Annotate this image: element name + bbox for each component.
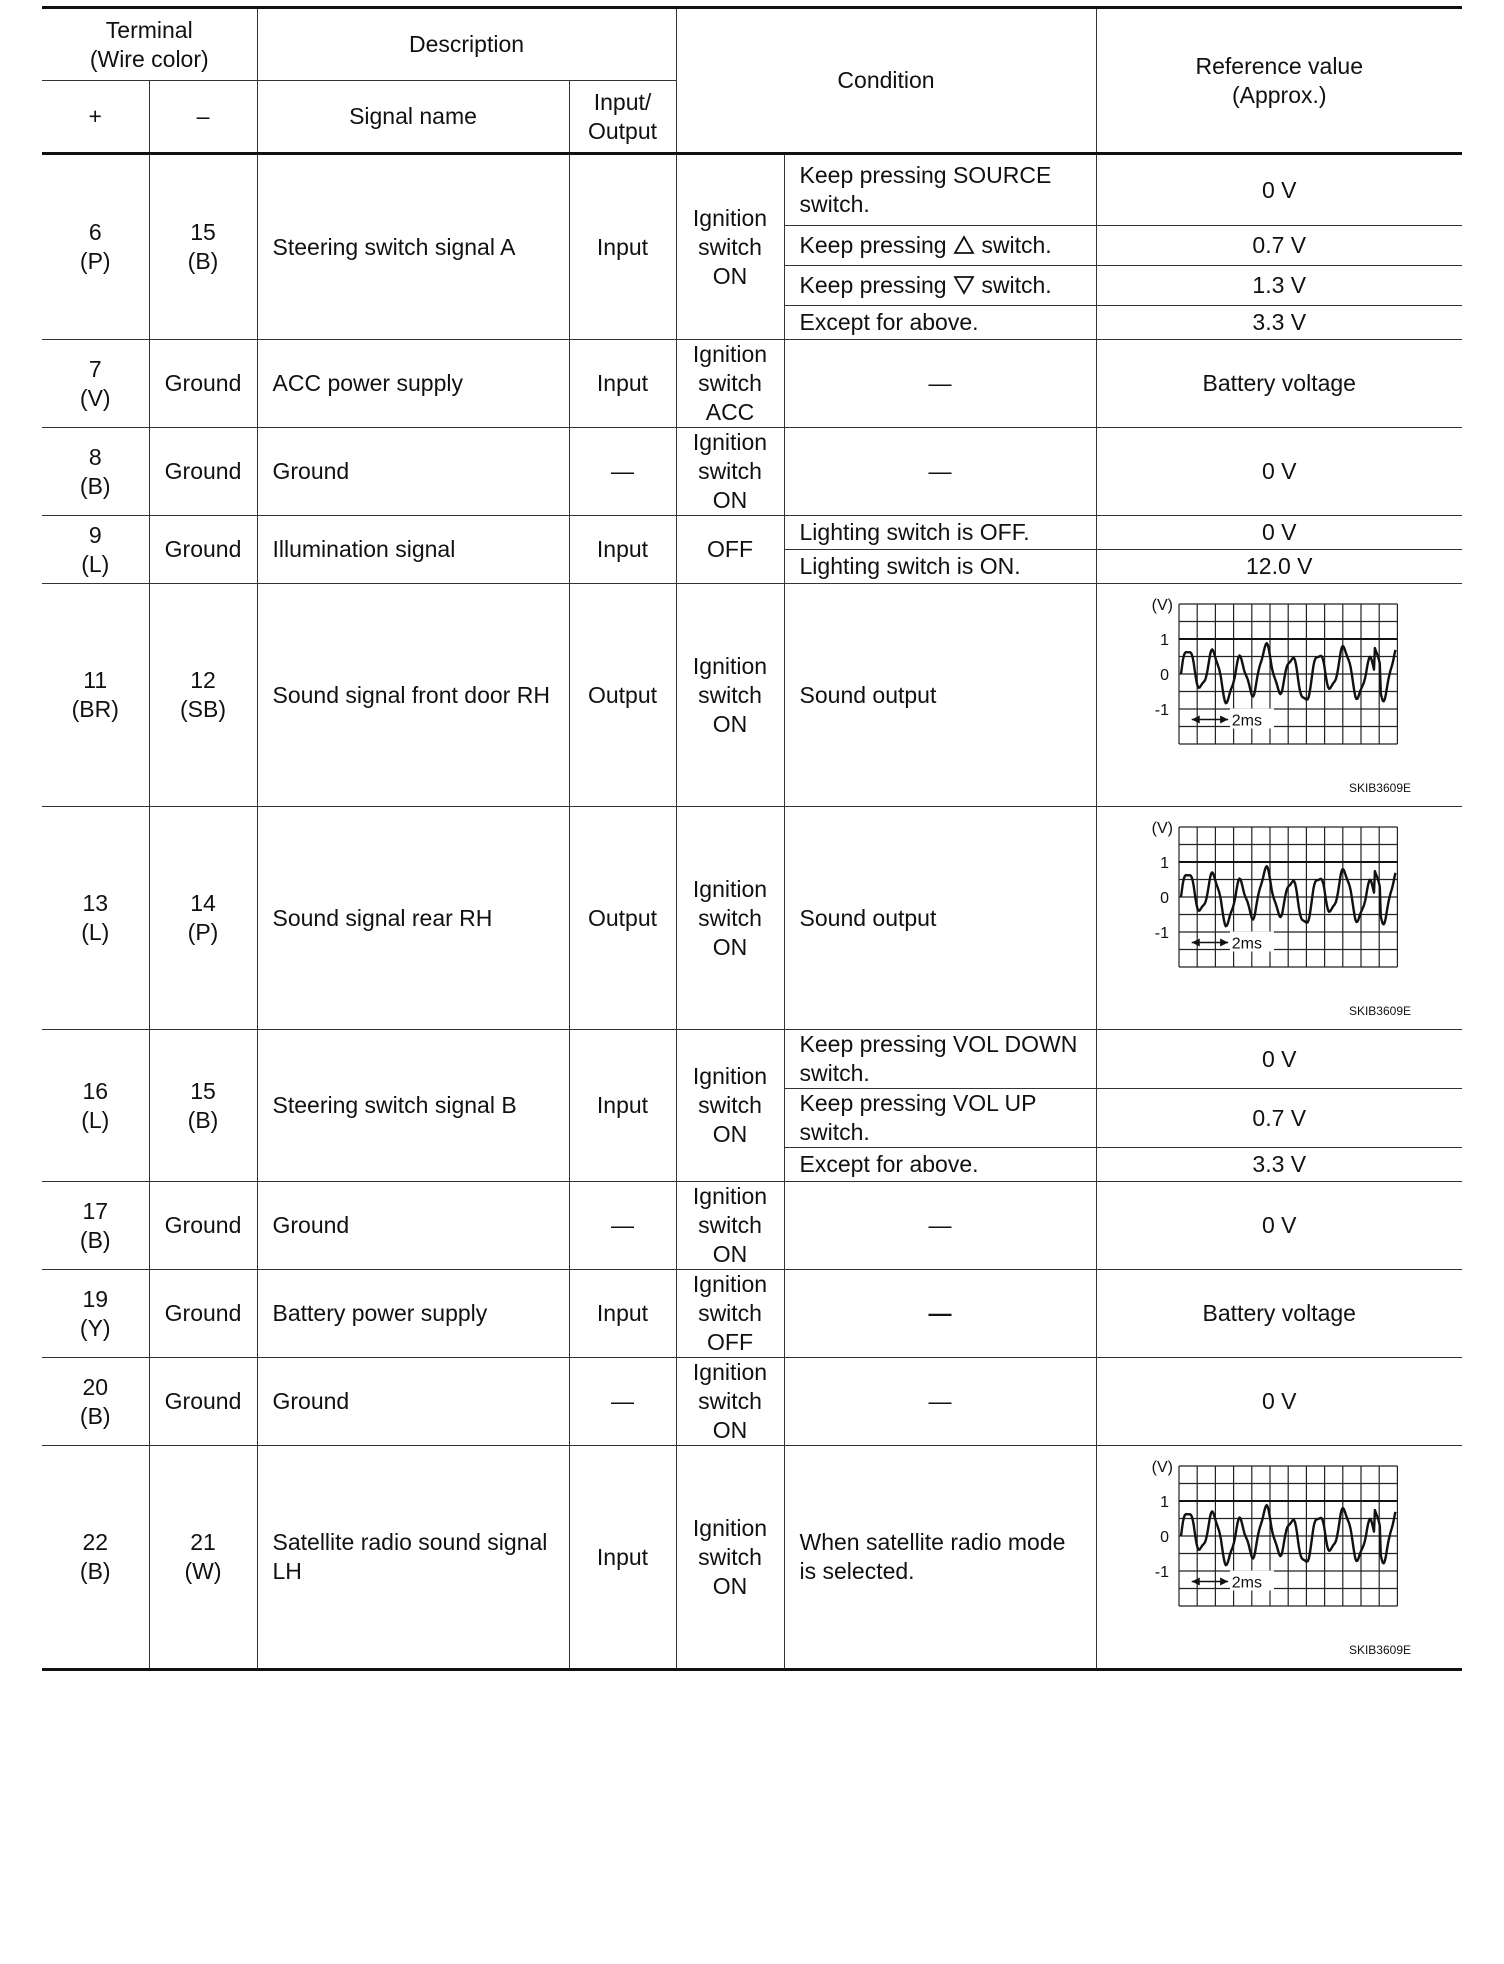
wire-color: (L) — [81, 1106, 110, 1133]
io-value: Input — [569, 1446, 676, 1670]
table-row — [42, 1358, 1462, 1446]
wire-color: (P) — [187, 919, 219, 945]
oscilloscope-graph — [1139, 584, 1419, 799]
condition-cell: Except for above. — [784, 1148, 1096, 1182]
plus-terminal — [42, 1182, 149, 1270]
wire-color: (B) — [79, 1558, 111, 1584]
condition-cell: Keep pressing VOL UP switch. — [784, 1089, 1096, 1148]
figure-code: SKIB3609E — [1349, 1004, 1412, 1018]
minus-terminal — [149, 584, 257, 807]
reference-header-line2: (Approx.) — [1231, 81, 1327, 108]
ignition-line: Ignition — [692, 1359, 768, 1385]
ignition-line: Ignition — [692, 1271, 768, 1297]
ignition-line: Ignition — [692, 429, 768, 455]
plus-terminal — [42, 1358, 149, 1446]
ignition-line: ON — [712, 487, 748, 513]
wire-color: (B) — [187, 248, 219, 274]
terminal-number: 19 — [82, 1285, 109, 1312]
terminal-number: 15 — [190, 219, 216, 245]
signal-name: Satellite radio sound signal LH — [257, 1446, 569, 1670]
ignition-line: switch — [698, 681, 762, 708]
plus-terminal — [42, 807, 149, 1030]
table-row — [42, 807, 1462, 1030]
ignition-line: ON — [712, 710, 748, 737]
reference-value: Battery voltage — [1096, 1270, 1462, 1358]
table-row — [42, 340, 1462, 428]
terminal-number: 12 — [190, 667, 216, 693]
reference-value — [1096, 807, 1462, 1030]
io-value: Output — [569, 807, 676, 1030]
signal-name: ACC power supply — [257, 340, 569, 428]
condition-cell: Sound output — [784, 807, 1096, 1030]
minus-terminal: Ground — [149, 340, 257, 428]
reference-value: 0 V — [1096, 428, 1462, 516]
reference-value: 0 V — [1096, 516, 1462, 550]
condition-text: switch. — [981, 232, 1052, 258]
signal-name: Sound signal rear RH — [257, 807, 569, 1030]
waveform-unit-label: (V) — [1151, 820, 1174, 837]
condition-cell: — — [784, 1182, 1096, 1270]
io-value: Input — [569, 1030, 676, 1182]
condition-cell: Keep pressing SOURCE switch. — [784, 154, 1096, 226]
signal-name: Ground — [257, 428, 569, 516]
minus-terminal — [149, 807, 257, 1030]
terminal-header-line1: Terminal — [105, 16, 193, 43]
io-header-line1: Input/ — [593, 88, 652, 115]
io-value: Input — [569, 154, 676, 340]
io-value: — — [569, 428, 676, 516]
ignition-line: ON — [712, 1241, 748, 1267]
io-value: Output — [569, 584, 676, 807]
table-row — [42, 428, 1462, 516]
signal-name: Sound signal front door RH — [257, 584, 569, 807]
ignition-line: switch — [698, 1388, 762, 1414]
table-row — [42, 1182, 1462, 1270]
waveform-y-label: 1 — [1160, 1494, 1170, 1511]
terminal-number: 13 — [82, 890, 109, 916]
ignition-line: ON — [712, 1572, 748, 1599]
condition-cell: — — [784, 340, 1096, 428]
ignition-line: Ignition — [692, 875, 768, 902]
plus-terminal — [42, 1446, 149, 1670]
minus-terminal: Ground — [149, 1270, 257, 1358]
table-row — [42, 154, 1462, 226]
reference-value: 0 V — [1096, 1358, 1462, 1446]
ignition-state — [676, 428, 784, 516]
ignition-line: ON — [712, 262, 748, 289]
table-row — [42, 1446, 1462, 1670]
terminal-number: 14 — [190, 890, 216, 916]
plus-terminal — [42, 154, 149, 340]
ignition-line: Ignition — [692, 341, 768, 367]
minus-terminal: Ground — [149, 516, 257, 584]
minus-terminal: Ground — [149, 1182, 257, 1270]
ignition-line: ON — [712, 1121, 748, 1147]
waveform-y-label: 1 — [1160, 632, 1170, 649]
terminal-number: 11 — [83, 667, 108, 693]
waveform-y-label: 0 — [1160, 667, 1170, 684]
wire-color: (B) — [79, 1402, 111, 1429]
plus-terminal — [42, 584, 149, 807]
reference-value — [1096, 1446, 1462, 1670]
description-header: Description — [257, 8, 676, 81]
reference-value: 0 V — [1096, 1030, 1462, 1089]
ignition-line: switch — [698, 1212, 762, 1238]
terminal-number: 8 — [88, 443, 102, 470]
waveform-y-label: 1 — [1160, 855, 1170, 872]
triangle-up-icon — [953, 235, 975, 255]
signal-name: Battery power supply — [257, 1270, 569, 1358]
terminal-number: 16 — [82, 1077, 109, 1104]
wire-color: (P) — [79, 248, 111, 274]
plus-terminal — [42, 1030, 149, 1182]
wire-color: (B) — [79, 472, 111, 499]
condition-cell: Lighting switch is OFF. — [784, 516, 1096, 550]
io-header-line2: Output — [587, 117, 658, 144]
reference-value: 0.7 V — [1096, 226, 1462, 266]
ignition-line: OFF — [707, 1329, 754, 1355]
condition-cell: — — [784, 1358, 1096, 1446]
io-header — [569, 81, 676, 154]
condition-cell: Sound output — [784, 584, 1096, 807]
table-row — [42, 584, 1462, 807]
ignition-line: switch — [698, 458, 762, 484]
ignition-state — [676, 584, 784, 807]
triangle-down-icon — [953, 275, 975, 295]
reference-value: 0 V — [1096, 154, 1462, 226]
ignition-state — [676, 340, 784, 428]
condition-cell: — — [784, 1270, 1096, 1358]
wire-color: (B) — [79, 1226, 111, 1253]
minus-terminal: Ground — [149, 1358, 257, 1446]
plus-terminal — [42, 428, 149, 516]
plus-header: + — [42, 81, 149, 154]
io-value: — — [569, 1358, 676, 1446]
io-value: Input — [569, 516, 676, 584]
minus-terminal: Ground — [149, 428, 257, 516]
io-value: Input — [569, 1270, 676, 1358]
condition-cell: Lighting switch is ON. — [784, 550, 1096, 584]
waveform-y-label: 0 — [1160, 890, 1170, 907]
reference-value: 1.3 V — [1096, 266, 1462, 306]
signal-name: Ground — [257, 1182, 569, 1270]
oscilloscope-graph — [1139, 1446, 1419, 1661]
wire-color: (L) — [81, 550, 110, 577]
ignition-state — [676, 807, 784, 1030]
wire-color: (Y) — [79, 1314, 111, 1341]
minus-terminal — [149, 154, 257, 340]
waveform-chart — [1139, 807, 1419, 1022]
ignition-state — [676, 1270, 784, 1358]
minus-terminal — [149, 1030, 257, 1182]
table-row — [42, 516, 1462, 550]
terminal-number: 21 — [190, 1529, 216, 1555]
waveform-unit-label: (V) — [1151, 597, 1174, 614]
terminal-header-line2: (Wire color) — [89, 45, 209, 72]
minus-header: – — [149, 81, 257, 154]
waveform-timebase-label: 2ms — [1232, 935, 1263, 953]
ignition-state — [676, 1030, 784, 1182]
terminal-number: 15 — [190, 1077, 216, 1104]
io-value: Input — [569, 340, 676, 428]
ignition-state — [676, 1358, 784, 1446]
terminal-number: 20 — [82, 1373, 109, 1400]
wire-color: (V) — [79, 384, 111, 411]
figure-code: SKIB3609E — [1349, 781, 1412, 795]
condition-header: Condition — [676, 8, 1096, 154]
ignition-line: ACC — [705, 399, 755, 425]
waveform-chart — [1139, 1446, 1419, 1661]
ignition-line: switch — [698, 233, 762, 260]
ignition-state — [676, 154, 784, 340]
plus-terminal — [42, 516, 149, 584]
ignition-line: ON — [712, 1417, 748, 1443]
terminal-number: 9 — [88, 521, 102, 548]
oscilloscope-graph — [1139, 807, 1419, 1022]
terminal-number: 6 — [88, 219, 102, 245]
reference-value: 0 V — [1096, 1182, 1462, 1270]
signal-name: Steering switch signal A — [257, 154, 569, 340]
wire-color: (BR) — [71, 696, 119, 722]
ignition-line: switch — [698, 904, 762, 931]
reference-header — [1096, 8, 1462, 154]
signal-name-header: Signal name — [257, 81, 569, 154]
waveform-timebase-label: 2ms — [1232, 1574, 1263, 1592]
reference-header-line1: Reference value — [1195, 52, 1364, 79]
terminal-number: 22 — [82, 1529, 109, 1555]
condition-cell — [784, 226, 1096, 266]
waveform-y-label: 0 — [1160, 1529, 1170, 1546]
ignition-line: ON — [712, 933, 748, 960]
ignition-line: Ignition — [692, 204, 768, 231]
reference-value: 0.7 V — [1096, 1089, 1462, 1148]
io-value: — — [569, 1182, 676, 1270]
condition-text: switch. — [981, 272, 1052, 298]
waveform-y-label: -1 — [1155, 702, 1170, 719]
signal-name: Ground — [257, 1358, 569, 1446]
condition-text: Keep pressing — [799, 272, 947, 298]
ignition-line: Ignition — [692, 1514, 768, 1541]
reference-value: Battery voltage — [1096, 340, 1462, 428]
reference-value: 3.3 V — [1096, 306, 1462, 340]
signal-name: Steering switch signal B — [257, 1030, 569, 1182]
table-row — [42, 1270, 1462, 1358]
waveform-chart — [1139, 584, 1419, 799]
condition-text: Keep pressing — [799, 232, 947, 258]
wire-color: (B) — [187, 1106, 219, 1133]
plus-terminal — [42, 340, 149, 428]
ignition-line: switch — [698, 1092, 762, 1118]
figure-code: SKIB3609E — [1349, 1643, 1412, 1657]
table-row — [42, 1030, 1462, 1089]
reference-value: 3.3 V — [1096, 1148, 1462, 1182]
condition-cell: — — [784, 428, 1096, 516]
ignition-line: switch — [698, 1543, 762, 1570]
wire-color: (W) — [184, 1558, 222, 1584]
terminal-header — [42, 8, 257, 81]
minus-terminal — [149, 1446, 257, 1670]
condition-cell — [784, 266, 1096, 306]
ignition-state — [676, 1182, 784, 1270]
ignition-line: Ignition — [692, 652, 768, 679]
waveform-y-label: -1 — [1155, 1564, 1170, 1581]
ignition-state: OFF — [676, 516, 784, 584]
terminal-number: 17 — [82, 1197, 109, 1224]
waveform-y-label: -1 — [1155, 925, 1170, 942]
terminal-table — [42, 6, 1462, 1671]
ignition-line: Ignition — [692, 1063, 768, 1089]
signal-name: Illumination signal — [257, 516, 569, 584]
waveform-unit-label: (V) — [1151, 1459, 1174, 1476]
ignition-line: switch — [698, 1300, 762, 1326]
terminal-number: 7 — [88, 355, 102, 382]
plus-terminal — [42, 1270, 149, 1358]
ignition-line: Ignition — [692, 1183, 768, 1209]
wire-color: (SB) — [180, 696, 226, 722]
condition-cell: Keep pressing VOL DOWN switch. — [784, 1030, 1096, 1089]
ignition-state — [676, 1446, 784, 1670]
reference-value: 12.0 V — [1096, 550, 1462, 584]
condition-cell: When satellite radio mode is selected. — [784, 1446, 1096, 1670]
condition-cell: Except for above. — [784, 306, 1096, 340]
ignition-line: switch — [698, 370, 762, 396]
wire-color: (L) — [81, 919, 110, 945]
waveform-timebase-label: 2ms — [1232, 712, 1263, 730]
reference-value — [1096, 584, 1462, 807]
